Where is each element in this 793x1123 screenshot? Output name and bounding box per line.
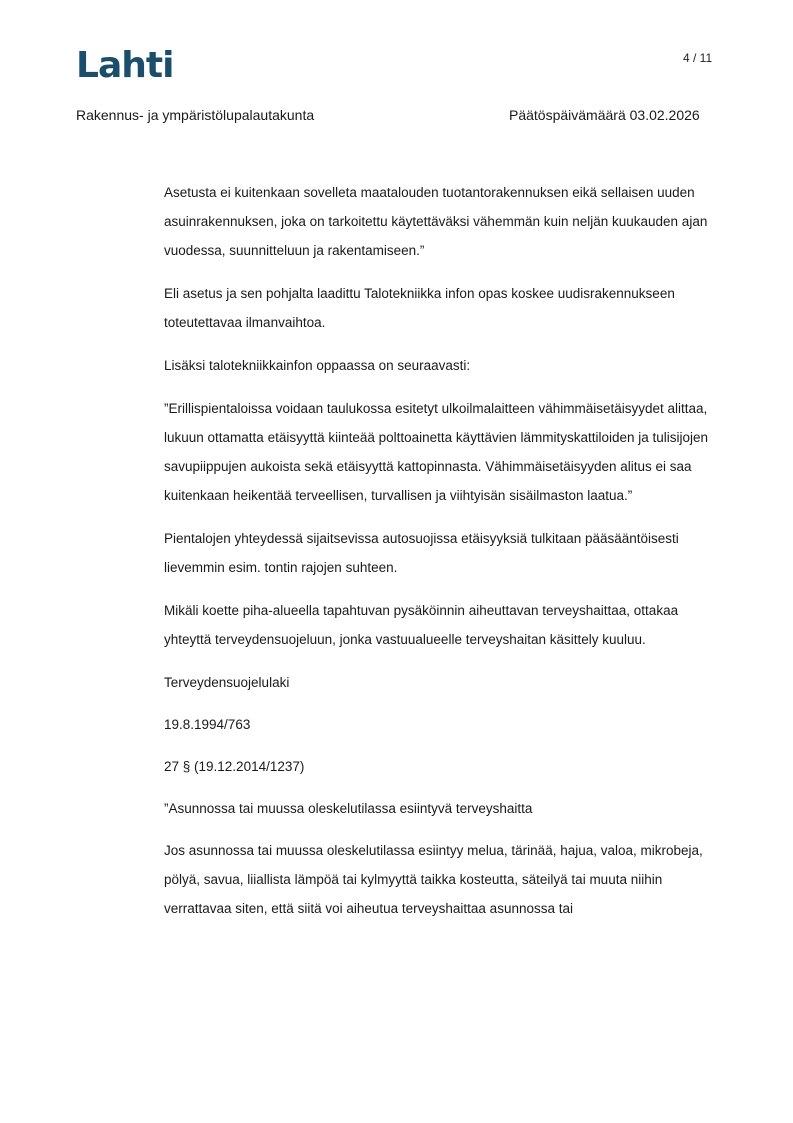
paragraph: Terveydensuojelulaki bbox=[164, 675, 290, 690]
page-number: 4 / 11 bbox=[683, 51, 713, 65]
paragraph: Eli asetus ja sen pohjalta laadittu Talotekniikka infon opas koskee uudisrakennukseen toteutettavaa ilmanvaihtoa. bbox=[164, 286, 675, 330]
paragraph: Asetusta ei kuitenkaan sovelleta maatalouden tuotantorakennuksen eikä sellaisen uuden asuinrakennuksen, joka on tarkoitettu käytettäväksi vähemmän kuin neljän kuukauden ajan vuodessa, suunnitteluun ja rakentamiseen.” bbox=[164, 185, 708, 258]
paragraph: 27 § (19.12.2014/1237) bbox=[164, 759, 305, 774]
paragraph: Mikäli koette piha-alueella tapahtuvan pysäköinnin aiheuttavan terveyshaittaa, ottakaa yhteyttä terveydensuojeluun, jonka vastuualueelle terveyshaitan käsittely kuuluu. bbox=[164, 603, 679, 647]
paragraph: Lisäksi talotekniikkainfon oppaassa on seuraavasti: bbox=[164, 358, 471, 373]
paragraph: Jos asunnossa tai muussa oleskelutilassa esiintyy melua, tärinää, hajua, valoa, mikrobeja, pölyä, savua, liiallista lämpöä tai kylmyyttä taikka kosteutta, säteilyä tai muuta niihin verrattavaa siten, että siitä voi aiheutua terveyshaittaa asunnossa tai bbox=[164, 843, 703, 916]
paragraph: Pientalojen yhteydessä sijaitsevissa autosuojissa etäisyyksiä tulkitaan pääsääntöisesti lievemmin esim. tontin rajojen suhteen. bbox=[164, 531, 679, 575]
document-body bbox=[164, 178, 724, 937]
paragraph: 19.8.1994/763 bbox=[164, 717, 251, 732]
decision-date: Päätöspäivämäärä 03.02.2026 bbox=[509, 107, 700, 123]
paragraph: ”Asunnossa tai muussa oleskelutilassa esiintyvä terveyshaitta bbox=[164, 801, 533, 816]
paragraph: ”Erillispientaloissa voidaan taulukossa esitetyt ulkoilmalaitteen vähimmäisetäisyydet alittaa, lukuun ottamatta etäisyyttä kiinteää polttoainetta käyttävien lämmityskattiloiden ja tulisijojen savupiippujen aukoista sekä etäisyyttä kattopinnasta. Vähimmäisetäisyyden alitus ei saa kuitenkaan heikentää terveellisen, turvallisen ja viihtyisän sisäilmaston laatua.” bbox=[164, 401, 709, 503]
committee-name: Rakennus- ja ympäristölupalautakunta bbox=[76, 107, 315, 123]
lahti-logo bbox=[76, 44, 173, 84]
logo-text: Lahti bbox=[76, 45, 174, 86]
